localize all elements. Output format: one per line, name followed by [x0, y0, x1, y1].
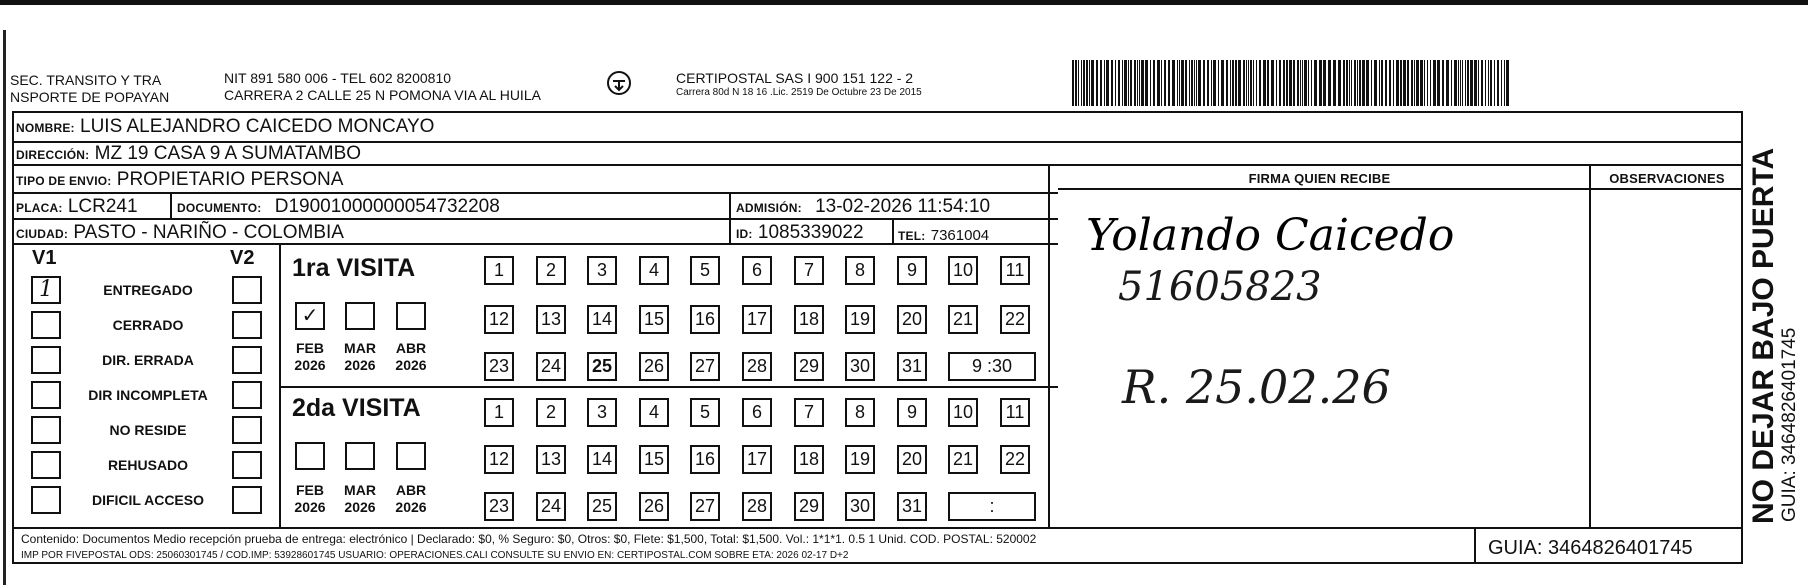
day-box: 11 — [1000, 398, 1030, 427]
day-box: 7 — [794, 398, 824, 427]
day-box: 3 — [587, 256, 617, 285]
day-box: 30 — [845, 352, 875, 381]
tipo-row — [16, 169, 343, 191]
col-firma-left — [1048, 164, 1050, 527]
month-name: ABR — [395, 340, 427, 356]
nit-line-1: NIT 891 580 006 - TEL 602 8200810 — [224, 70, 452, 86]
rule-3 — [12, 192, 1058, 194]
day-box: 16 — [690, 445, 720, 474]
day-box: 17 — [742, 445, 772, 474]
status-v1-checkbox — [31, 311, 61, 339]
day-box: 8 — [845, 398, 875, 427]
sender-line-1: SEC. TRANSITO Y TRA — [10, 72, 162, 88]
admision-label: ADMISIÓN: — [736, 201, 802, 215]
ciudad-label: CIUDAD: — [16, 227, 69, 241]
day-box: 10 — [948, 398, 978, 427]
status-v1-checkbox — [31, 346, 61, 374]
placa-row — [16, 196, 138, 218]
month-name: FEB — [296, 482, 324, 498]
no-dejar-bajo-puerta: NO DEJAR BAJO PUERTA — [1747, 147, 1780, 524]
month-label — [288, 340, 332, 374]
day-box: 12 — [484, 305, 514, 334]
day-box: 23 — [484, 352, 514, 381]
month-name: FEB — [296, 340, 324, 356]
nombre-row — [16, 116, 434, 138]
status-v1-checkbox — [31, 451, 61, 479]
day-box: 16 — [690, 305, 720, 334]
tipo-value: PROPIETARIO PERSONA — [116, 169, 344, 190]
day-box: 27 — [690, 492, 720, 521]
day-box: 25 — [587, 492, 617, 521]
nombre-label: NOMBRE: — [16, 121, 75, 135]
day-box: 12 — [484, 445, 514, 474]
status-v1-checkbox — [31, 416, 61, 444]
status-label: DIR. ERRADA — [102, 352, 194, 368]
col-obs-left — [1589, 164, 1591, 527]
day-box: 8 — [845, 256, 875, 285]
status-v2-checkbox — [232, 346, 262, 374]
day-box: 15 — [639, 305, 669, 334]
day-box: 25 — [587, 352, 617, 381]
rule-3b — [1058, 188, 1743, 190]
sep-tel — [892, 218, 894, 243]
tel-label: TEL: — [898, 229, 926, 243]
day-box: 19 — [845, 305, 875, 334]
v1-header: V1 — [32, 247, 57, 269]
status-v2-checkbox — [232, 381, 262, 409]
tel-row — [898, 224, 989, 246]
barcode — [1072, 60, 1512, 106]
day-box: 27 — [690, 352, 720, 381]
month-checkbox — [396, 302, 426, 330]
direccion-label: DIRECCIÓN: — [16, 148, 90, 162]
footer-guia: GUIA: 3464826401745 — [1488, 537, 1693, 559]
month-label — [389, 340, 433, 374]
sep-placa — [170, 192, 172, 218]
tel-value: 7361004 — [930, 227, 990, 244]
month-year: 2026 — [395, 357, 427, 373]
footer-imp: IMP POR FIVEPOSTAL ODS: 25060301745 / COD.IMP: 53928601745 USUARIO: OPERACIONES.CALI CONSULTE SU ENVIO EN: CERTIPOSTAL.COM SOBRE ETA: 2026 02-17 D+2 — [21, 550, 849, 561]
status-label: ENTREGADO — [103, 282, 193, 298]
sep-footer-guia — [1474, 527, 1476, 564]
month-label — [389, 482, 433, 516]
status-v2-checkbox — [232, 451, 262, 479]
documento-value: D19001000000054732208 — [274, 196, 500, 217]
day-box: 4 — [639, 398, 669, 427]
day-box: 21 — [948, 305, 978, 334]
day-box: 20 — [897, 305, 927, 334]
day-box: 24 — [536, 492, 566, 521]
day-box: 13 — [536, 445, 566, 474]
top-edge — [0, 0, 1808, 5]
day-box: 3 — [587, 398, 617, 427]
documento-row — [177, 196, 500, 218]
id-row — [736, 222, 864, 244]
nit-line-2: CARRERA 2 CALLE 25 N POMONA VIA AL HUILA — [224, 87, 541, 103]
v2-header: V2 — [230, 247, 255, 269]
day-box: 20 — [897, 445, 927, 474]
nit-block — [224, 70, 541, 104]
status-label: DIR INCOMPLETA — [88, 387, 208, 403]
status-label: NO RESIDE — [109, 422, 187, 438]
day-box: 29 — [794, 492, 824, 521]
day-box: 17 — [742, 305, 772, 334]
day-box: 26 — [639, 492, 669, 521]
rule-footer — [12, 527, 1743, 529]
signature-received-date: R. 25.02.26 — [1122, 360, 1391, 414]
day-box: 7 — [794, 256, 824, 285]
day-box: 31 — [897, 352, 927, 381]
day-box: 13 — [536, 305, 566, 334]
rule-visit-split — [279, 386, 1058, 388]
time-box: : — [948, 492, 1036, 521]
day-box: 28 — [742, 352, 772, 381]
month-checkbox: ✓ — [295, 302, 325, 330]
status-v2-checkbox — [232, 311, 262, 339]
day-box: 1 — [484, 398, 514, 427]
day-box: 5 — [690, 398, 720, 427]
status-label: REHUSADO — [107, 457, 189, 473]
month-label — [338, 340, 382, 374]
admision-row — [736, 196, 990, 218]
month-label — [338, 482, 382, 516]
sep-status — [279, 243, 281, 527]
day-box: 5 — [690, 256, 720, 285]
day-box: 1 — [484, 256, 514, 285]
documento-label: DOCUMENTO: — [177, 201, 262, 215]
status-v1-checkbox — [31, 486, 61, 514]
footer-contenido: Contenido: Documentos Medio recepción prueba de entrega: electrónico | Declarado: $0, % Seguro: $0, Otros: $0, Flete: $1,500, Total: $1,500. Vol.: 1*1*1. 0.5 1 Unid. COD. POSTAL: 520002 — [21, 532, 1037, 546]
day-box: 2 — [536, 256, 566, 285]
direccion-row — [16, 143, 361, 165]
month-checkbox — [396, 442, 426, 470]
firma-header: FIRMA QUIEN RECIBE — [1248, 171, 1391, 186]
day-box: 26 — [639, 352, 669, 381]
day-box: 28 — [742, 492, 772, 521]
month-name: MAR — [344, 340, 376, 356]
month-label — [288, 482, 332, 516]
ciudad-row — [16, 222, 344, 244]
courier-block — [676, 70, 922, 99]
month-year: 2026 — [294, 499, 326, 515]
month-name: ABR — [395, 482, 427, 498]
status-v2-checkbox — [232, 416, 262, 444]
admision-value: 13-02-2026 11:54:10 — [815, 196, 991, 217]
day-box: 21 — [948, 445, 978, 474]
day-box: 11 — [1000, 256, 1030, 285]
placa-value: LCR241 — [67, 196, 138, 217]
month-checkbox — [345, 442, 375, 470]
day-box: 6 — [742, 398, 772, 427]
day-box: 15 — [639, 445, 669, 474]
rule-4 — [12, 218, 1058, 220]
observaciones-header: OBSERVACIONES — [1609, 171, 1725, 186]
month-checkbox — [345, 302, 375, 330]
status-label: CERRADO — [112, 317, 184, 333]
sender-block — [10, 72, 169, 106]
nombre-value: LUIS ALEJANDRO CAICEDO MONCAYO — [80, 116, 435, 137]
signature-name-text: Yolando Caicedo — [1086, 210, 1455, 261]
id-value: 1085339022 — [757, 222, 864, 243]
placa-label: PLACA: — [16, 201, 63, 215]
day-box: 14 — [587, 305, 617, 334]
courier-line-1: CERTIPOSTAL SAS I 900 151 122 - 2 — [676, 70, 914, 86]
month-year: 2026 — [395, 499, 427, 515]
day-box: 9 — [897, 256, 927, 285]
day-box: 14 — [587, 445, 617, 474]
direccion-value: MZ 19 CASA 9 A SUMATAMBO — [94, 143, 362, 164]
month-year: 2026 — [344, 499, 376, 515]
signature-doc: 51605823 — [1118, 264, 1322, 310]
day-box: 4 — [639, 256, 669, 285]
status-v2-checkbox — [232, 276, 262, 304]
sender-line-2: NSPORTE DE POPAYAN — [10, 89, 170, 105]
day-box: 6 — [742, 256, 772, 285]
first-visit-title: 1ra VISITA — [292, 254, 416, 282]
day-box: 2 — [536, 398, 566, 427]
time-box: 9 :30 — [948, 352, 1036, 381]
status-v1-checkbox: 1 — [31, 276, 61, 304]
month-year: 2026 — [344, 357, 376, 373]
day-box: 18 — [794, 305, 824, 334]
courier-line-2: Carrera 80d N 18 16 .Lic. 2519 De Octubre 23 De 2015 — [676, 87, 922, 98]
day-box: 23 — [484, 492, 514, 521]
month-checkbox — [295, 442, 325, 470]
day-box: 31 — [897, 492, 927, 521]
day-box: 9 — [897, 398, 927, 427]
day-box: 22 — [1000, 305, 1030, 334]
month-year: 2026 — [294, 357, 326, 373]
status-v1-checkbox — [31, 381, 61, 409]
day-box: 22 — [1000, 445, 1030, 474]
day-box: 24 — [536, 352, 566, 381]
status-v2-checkbox — [232, 486, 262, 514]
tipo-label: TIPO DE ENVIO: — [16, 174, 112, 188]
day-box: 30 — [845, 492, 875, 521]
second-visit-title: 2da VISITA — [292, 394, 421, 422]
left-edge — [3, 30, 6, 585]
sep-admision — [729, 192, 731, 243]
day-box: 10 — [948, 256, 978, 285]
month-name: MAR — [344, 482, 376, 498]
status-label: DIFICIL ACCESO — [91, 492, 204, 508]
day-box: 19 — [845, 445, 875, 474]
id-label: ID: — [736, 227, 753, 241]
ciudad-value: PASTO - NARIÑO - COLOMBIA — [73, 222, 344, 243]
day-box: 18 — [794, 445, 824, 474]
day-box: 29 — [794, 352, 824, 381]
side-guia: GUIA: 3464826401745 — [1779, 327, 1800, 522]
courier-logo-icon — [606, 70, 632, 96]
